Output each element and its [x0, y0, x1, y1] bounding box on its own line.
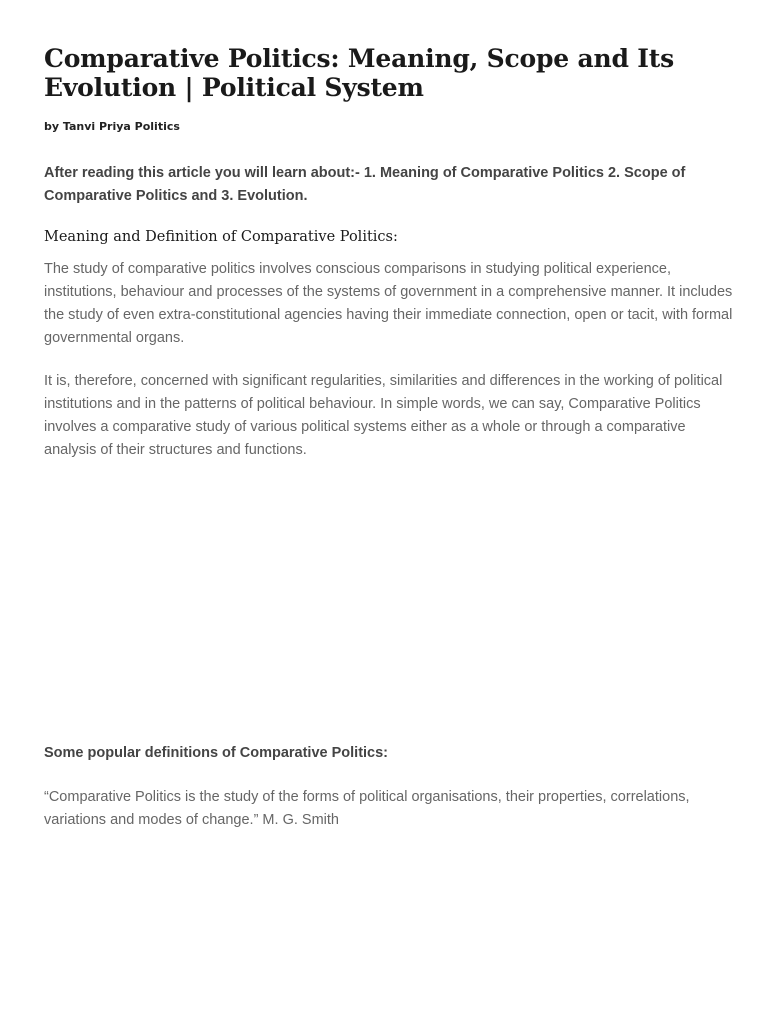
- definition-quote: “Comparative Politics is the study of the forms of political organisations, their properties, correlations, variations and modes of change.” M. G. Smith: [44, 789, 690, 828]
- article-title: Comparative Politics: Meaning, Scope and Its Evolution | Political System: [44, 44, 674, 102]
- paragraph: It is, therefore, concerned with significant regularities, similarities and differences in the working of political institutions and in the patterns of political behaviour. In simple words, we can say, Comparative Politics involves a comparative study of various political systems either as a whole or through a comparative analysis of their structures and functions.: [44, 373, 723, 458]
- article-byline: by Tanvi Priya Politics: [44, 120, 180, 133]
- section-heading-meaning: Meaning and Definition of Comparative Politics:: [44, 229, 398, 245]
- article-intro: After reading this article you will learn about:- 1. Meaning of Comparative Politics 2. Scope of Comparative Politics and 3. Evolution.: [44, 165, 686, 204]
- paragraph: The study of comparative politics involves conscious comparisons in studying political experience, institutions, behaviour and processes of the systems of government in a comprehensive manner. It includes the study of even extra-constitutional agencies having their immediate connection, open or tacit, with formal governmental organs.: [44, 261, 733, 346]
- definitions-heading: Some popular definitions of Comparative Politics:: [44, 745, 389, 761]
